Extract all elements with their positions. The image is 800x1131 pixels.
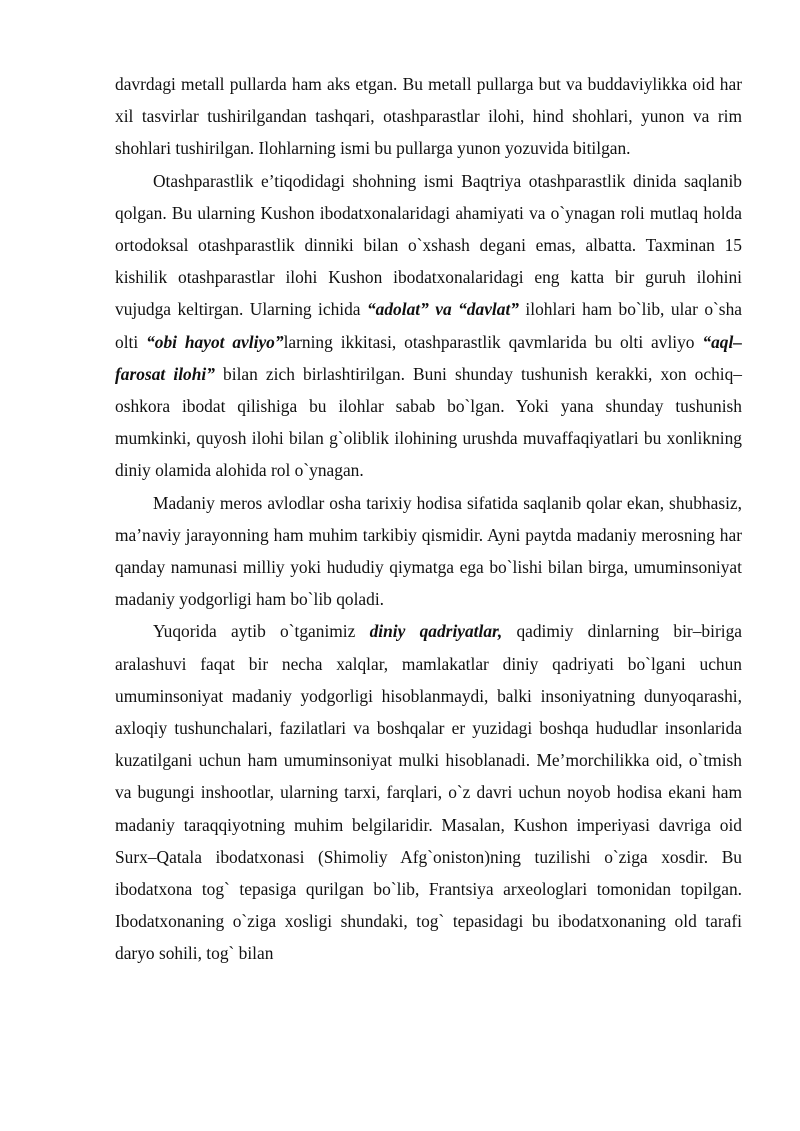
paragraph-4 — [115, 615, 742, 969]
document-page — [115, 68, 742, 970]
paragraph-4-text: qadimiy dinlarning bir–biriga aralashuvi faqat bir necha xalqlar, mamlakatlar diniy qadriyati bo`lgani uchun umuminsoniyat madaniy yodgorligi hisoblanmaydi, balki insoniyatning dunyoqarashi, axloqiy tushunchalari, fazilatlari va boshqalar er yuzidagi boshqa hududlar insonlarida kuzatilgani uchun ham umuminsoniyat mulki hisoblanadi. Me’morchilikka oid, o`tmish va bugungi inshootlar, ularning tarxi, farqlari, o`z davri uchun noyob hodisa ekani ham madaniy taraqqiyotning muhim belgilaridir. Masalan, Kushon imperiyasi davriga oid Surx–Qatala ibodatxonasi (Shimoliy Afg`oniston)ning tuzilishi o`ziga xosdir. Bu ibodatxona tog` tepasiga qurilgan bo`lib, Frantsiya arxeologlari tomonidan topilgan. Ibodatxonaning o`ziga xosligi shundaki, tog` tepasidagi bu ibodatxonaning old tarafi daryo sohili, tog` bilan — [115, 621, 742, 964]
emphasis-obi-hayot-avliyo: “obi hayot avliyo” — [146, 331, 284, 352]
paragraph-3 — [115, 487, 742, 616]
emphasis-adolat-davlat: “adolat” va “davlat” — [366, 299, 519, 320]
paragraph-1-text: davrdagi metall pullarda ham aks etgan. Bu metall pullarga but va buddaviylikka oid har xil tasvirlar tushirilgandan tashqari, otashparastlar ilohi, hind shohlari, yunon va rim shohlari tushirilgan. Ilohlarning ismi bu pullarga yunon yozuvida bitilgan. — [115, 74, 742, 159]
paragraph-4-text: Yuqorida aytib o`tganimiz — [153, 621, 370, 642]
paragraph-2-text: Otashparastlik e’tiqodidagi shohning ismi Baqtriya otashparastlik dinida saqlanib qolgan. Bu ularning Kushon ibodatxonalaridagi ahamiyati va o`ynagan roli mutlaq holda ortodoksal otashparastlik dinniki bilan o`xshash degani emas, albatta. Taxminan 15 kishilik otashparastlar ilohi Kushon ibodatxonalaridagi eng katta bir guruh ilohini vujudga keltirgan. Ularning ichida — [115, 170, 742, 320]
emphasis-diniy-qadriyatlar: diniy qadriyatlar, — [369, 621, 503, 642]
emphasis-aql-farosat-ilohi: “aql–farosat ilohi” — [115, 331, 743, 384]
paragraph-2-text: bilan zich birlashtirilgan. Buni shunday tushunish kerakki, xon ochiq–oshkora ibodat qilishiga bu ilohlar sabab bo`lgan. Yoki yana shunday tushunish mumkinki, quyosh ilohi bilan g`oliblik ilohining urushda muvaffaqiyatlari bu xonlikning diniy olamida alohida rol o`ynagan. — [115, 363, 742, 481]
paragraph-2-text: ilohlari ham bo`lib, ular o`sha olti — [115, 299, 742, 352]
paragraph-2 — [115, 165, 742, 487]
paragraph-2-text: larning ikkitasi, otashparastlik qavmlarida bu olti avliyo — [283, 331, 703, 352]
paragraph-1 — [115, 68, 742, 165]
paragraph-3-text: Madaniy meros avlodlar osha tarixiy hodisa sifatida saqlanib qolar ekan, shubhasiz, ma’naviy jarayonning ham muhim tarkibiy qismidir. Ayni paytda madaniy merosning har qanday namunasi milliy yoki hududiy qiymatga ega bo`lishi bilan birga, umuminsoniyat madaniy yodgorligi ham bo`lib qoladi. — [115, 492, 742, 610]
